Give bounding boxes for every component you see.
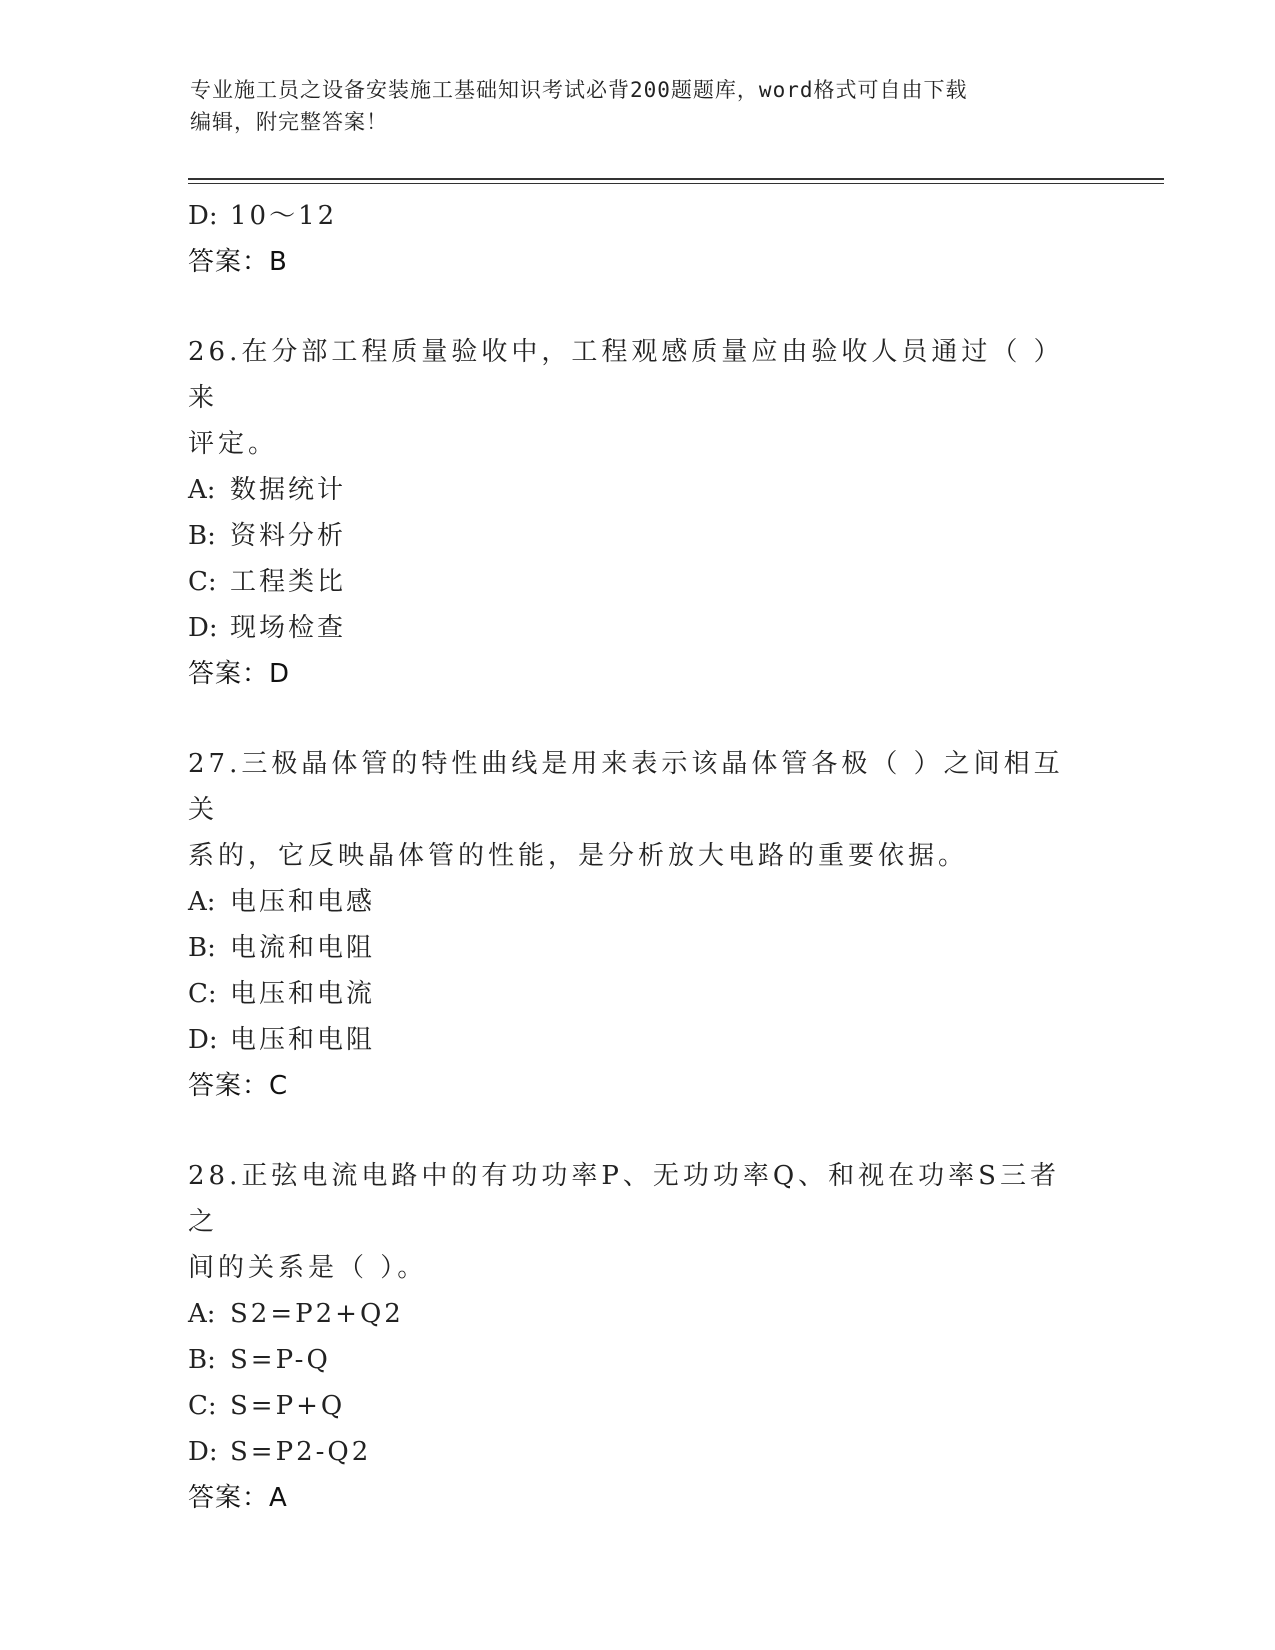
question-block <box>188 1153 1078 1521</box>
question-block <box>188 329 1078 697</box>
option-c <box>188 971 1078 1017</box>
question-text-line-1: 27.三极晶体管的特性曲线是用来表示该晶体管各极（ ）之间相互关 <box>188 749 1064 825</box>
option-letter: B: <box>188 933 216 963</box>
option-text: S2=P2+Q2 <box>230 1299 404 1329</box>
spacer <box>188 285 1078 329</box>
option-a <box>188 879 1078 925</box>
option-text: 工程类比 <box>230 567 347 597</box>
option-d <box>188 193 1078 239</box>
option-c <box>188 1383 1078 1429</box>
question-text-line-2: 系的，它反映晶体管的性能，是分析放大电路的重要依据。 <box>188 841 969 871</box>
answer-line: 答案：D <box>188 659 291 689</box>
option-text: 现场检查 <box>230 613 347 643</box>
option-letter: C: <box>188 1391 217 1421</box>
option-letter: C: <box>188 979 217 1009</box>
question-text-line-1: 26.在分部工程质量验收中，工程观感质量应由验收人员通过（ ）来 <box>188 337 1064 413</box>
option-letter: D: <box>188 1025 218 1055</box>
answer-line: 答案：C <box>188 1071 289 1101</box>
option-d <box>188 1017 1078 1063</box>
option-letter: D: <box>188 613 218 643</box>
option-text: 电压和电阻 <box>230 1025 376 1055</box>
option-b <box>188 1337 1078 1383</box>
option-text: 资料分析 <box>230 521 347 551</box>
option-text: S=P2-Q2 <box>230 1437 372 1467</box>
question-text-line-1: 28.正弦电流电路中的有功功率P、无功功率Q、和视在功率S三者之 <box>188 1161 1060 1237</box>
option-text: 10～12 <box>230 201 338 231</box>
answer-line: 答案：A <box>188 1483 288 1513</box>
option-b <box>188 925 1078 971</box>
spacer <box>188 1109 1078 1153</box>
question-text-line-2: 评定。 <box>188 429 279 459</box>
option-letter: A: <box>188 475 216 505</box>
option-letter: D: <box>188 201 218 231</box>
option-text: S=P+Q <box>230 1391 346 1421</box>
question-block <box>188 741 1078 1109</box>
option-letter: A: <box>188 887 216 917</box>
answer-line: 答案：B <box>188 247 288 277</box>
option-text: S=P-Q <box>230 1345 331 1375</box>
header-divider-thin <box>188 183 1164 184</box>
option-c <box>188 559 1078 605</box>
document-body <box>188 193 1078 1521</box>
header-line-1: 专业施工员之设备安装施工基础知识考试必背200题题库，word格式可自由下载 <box>190 78 968 102</box>
option-letter: C: <box>188 567 217 597</box>
option-b <box>188 513 1078 559</box>
option-letter: D: <box>188 1437 218 1467</box>
spacer <box>188 697 1078 741</box>
header-divider-thick <box>188 178 1164 180</box>
option-text: 数据统计 <box>230 475 347 505</box>
option-d <box>188 605 1078 651</box>
page-header <box>190 74 1090 138</box>
option-letter: B: <box>188 521 216 551</box>
option-text: 电压和电流 <box>230 979 376 1009</box>
option-a <box>188 467 1078 513</box>
option-text: 电流和电阻 <box>230 933 376 963</box>
option-letter: B: <box>188 1345 216 1375</box>
option-text: 电压和电感 <box>230 887 376 917</box>
option-a <box>188 1291 1078 1337</box>
question-text-line-2: 间的关系是（ ）。 <box>188 1253 428 1283</box>
option-letter: A: <box>188 1299 216 1329</box>
header-line-2: 编辑，附完整答案！ <box>190 110 388 134</box>
option-d <box>188 1429 1078 1475</box>
